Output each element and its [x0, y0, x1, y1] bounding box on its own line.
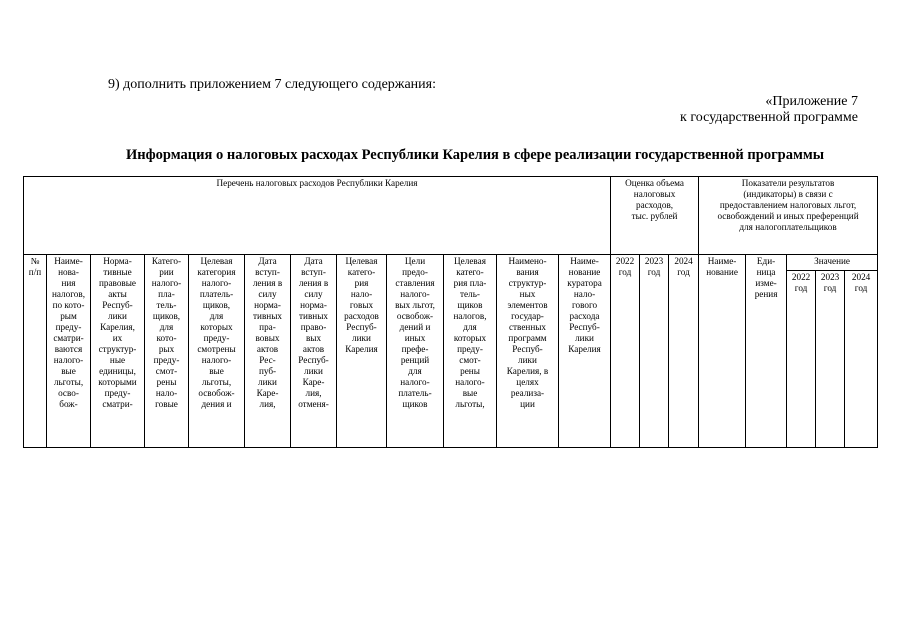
value-header: Значение	[787, 255, 878, 271]
col-program-elements: Наимено- вания структур- ных элементов государ- ственных программ Респуб- лики Карелия, в целях реализа- ции	[497, 255, 559, 448]
col-tax-names: Наиме- нова- ния налогов, по кото- рым преду- сматри- ваются налого- вые льготы, осво- бож-	[47, 255, 91, 448]
col-indicator-name: Наиме- нование	[699, 255, 746, 448]
indicators-group-header: Показатели результатов (индикаторы) в связи с предоставлением налоговых льгот, освобождений и иных преференций для налогоплательщиков	[699, 177, 878, 255]
col-estimate-2022: 2022 год	[611, 255, 640, 448]
col-taxpayer-categories: Катего- рии налого- пла- тель- щиков, для кото- рых преду- смот- рены нало- говые	[145, 255, 189, 448]
col-expenditure-category: Целевая катего- рия нало- говых расходов Респуб- лики Карелия	[337, 255, 387, 448]
col-payer-category: Целевая катего- рия пла- тель- щиков налогов, для которых преду- смот- рены налого- вые льготы,	[444, 255, 497, 448]
col-unit: Еди- ница изме- рения	[746, 255, 787, 448]
col-number: № п/п	[24, 255, 47, 448]
list-group-header: Перечень налоговых расходов Республики Карелия	[24, 177, 611, 255]
appendix-number: «Приложение 7	[765, 94, 858, 109]
col-target-category: Целевая категория налого- платель- щиков, для которых преду- смотрены налого- вые льготы, освобож- дения и	[189, 255, 245, 448]
col-effective-date: Дата вступ- ления в силу норма- тивных пра- вовых актов Рес- пуб- лики Каре- лия,	[245, 255, 291, 448]
estimate-group-header: Оценка объема налоговых расходов, тыс. рублей	[611, 177, 699, 255]
col-curator: Наиме- нование куратора нало- гового расхода Респуб- лики Карелия	[559, 255, 611, 448]
tax-expenditures-table	[23, 176, 878, 448]
col-repeal-date: Дата вступ- ления в силу норма- тивных право- вых актов Респуб- лики Каре- лия, отменя-	[291, 255, 337, 448]
value-year-2023: 2023 год	[816, 271, 845, 448]
col-estimate-2023: 2023 год	[640, 255, 669, 448]
value-year-2024: 2024 год	[845, 271, 878, 448]
appendix-reference: к государственной программе	[680, 110, 858, 125]
appendix-header	[680, 94, 858, 126]
value-year-2022: 2022 год	[787, 271, 816, 448]
document-title: Информация о налоговых расходах Республики Карелия в сфере реализации государственной программы	[126, 147, 825, 163]
intro-text: 9) дополнить приложением 7 следующего содержания:	[108, 77, 436, 92]
col-estimate-2024: 2024 год	[669, 255, 699, 448]
col-legal-acts: Норма- тивные правовые акты Респуб- лики Карелия, их структур- ные единицы, которыми преду- сматри-	[91, 255, 145, 448]
col-goals: Цели предо- ставления налого- вых льгот, освобож- дений и иных префе- ренций для налого- платель- щиков	[387, 255, 444, 448]
